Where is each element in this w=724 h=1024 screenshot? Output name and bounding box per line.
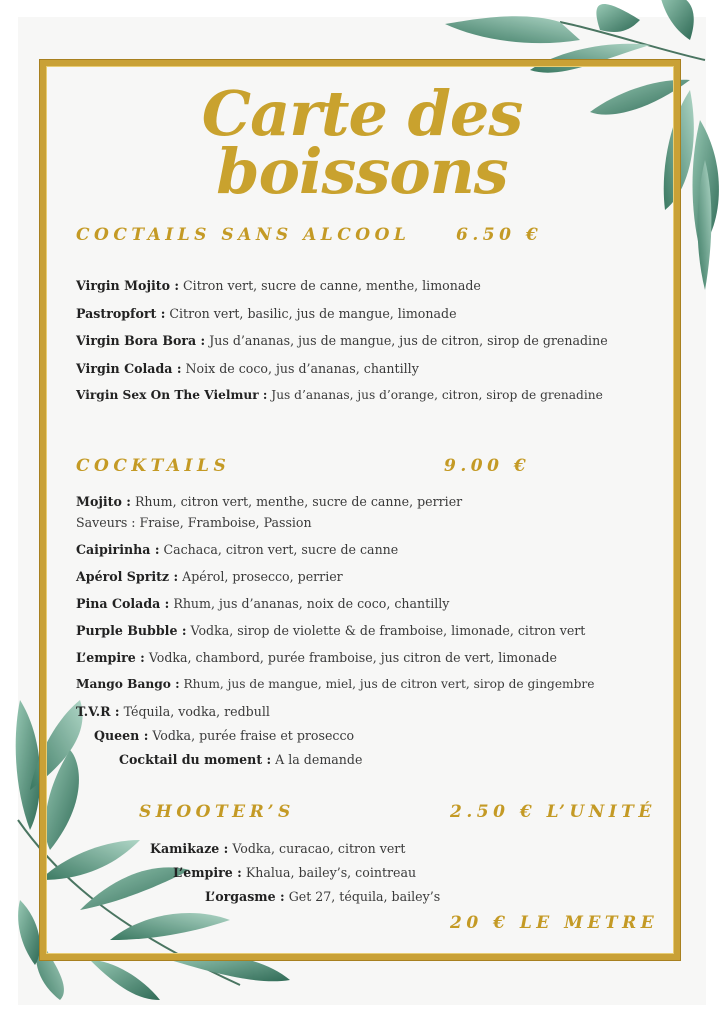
item-name: Mojito : (76, 494, 131, 509)
menu-item (76, 623, 585, 638)
item-desc: Citron vert, basilic, jus de mangue, limonade (165, 306, 457, 321)
item-name: Virgin Bora Bora : (76, 333, 206, 348)
section-price-cocktails: 9.00 € (444, 456, 531, 476)
item-desc: Jus d’ananas, jus de mangue, jus de citron, sirop de grenadine (205, 333, 608, 348)
item-desc: Noix de coco, jus d’ananas, chantilly (181, 361, 419, 376)
section-heading-shooters: SHOOTER’S (139, 802, 295, 822)
title-line-1: Carte des (201, 77, 523, 150)
menu-item (94, 728, 354, 743)
section-price-metre: 20 € LE METRE (450, 913, 659, 933)
item-desc: Citron vert, sucre de canne, menthe, limonade (179, 278, 481, 293)
menu-item (76, 650, 557, 665)
section-price-shooters: 2.50 € L’UNITÉ (450, 802, 656, 822)
item-name: Virgin Colada : (76, 361, 182, 376)
item-name: L’empire : (76, 650, 145, 665)
item-name: Purple Bubble : (76, 623, 187, 638)
item-desc: Vodka, curacao, citron vert (228, 841, 406, 856)
item-name: Cocktail du moment : (119, 752, 272, 767)
item-desc: Cachaca, citron vert, sucre de canne (159, 542, 399, 557)
item-name: Kamikaze : (150, 841, 229, 856)
item-name: L’orgasme : (205, 889, 285, 904)
item-desc: A la demande (271, 752, 363, 767)
menu-item (76, 278, 481, 293)
menu-item (76, 569, 343, 584)
item-desc: Jus d’ananas, jus d’orange, citron, sirop de grenadine (267, 388, 603, 402)
menu-item (76, 494, 462, 509)
menu-item (76, 515, 312, 530)
item-name: L’empire : (173, 865, 242, 880)
item-name: Caipirinha : (76, 542, 160, 557)
menu-item (76, 677, 594, 691)
menu-item (76, 333, 608, 348)
section-heading-sans-alcool: COCTAILS SANS ALCOOL (76, 225, 411, 245)
menu-item (76, 388, 603, 402)
item-name: Pastropfort : (76, 306, 166, 321)
item-name: Mango Bango : (76, 677, 180, 691)
menu-item (76, 542, 398, 557)
menu-item (76, 704, 270, 719)
menu-item (173, 865, 416, 880)
menu-item (76, 596, 449, 611)
item-desc: Vodka, purée fraise et prosecco (148, 728, 355, 743)
item-name: T.V.R : (76, 704, 120, 719)
item-desc: Rhum, citron vert, menthe, sucre de canne, perrier (130, 494, 463, 509)
title-line-2: boissons (216, 135, 508, 208)
item-desc: Khalua, bailey’s, cointreau (241, 865, 417, 880)
item-name: Virgin Sex On The Vielmur : (76, 388, 268, 402)
item-desc: Téquila, vodka, redbull (119, 704, 270, 719)
item-name: Apérol Spritz : (76, 569, 179, 584)
item-desc: Rhum, jus de mangue, miel, jus de citron vert, sirop de gingembre (179, 677, 595, 691)
menu-item (205, 889, 440, 904)
menu-item (119, 752, 362, 767)
item-desc: Vodka, chambord, purée framboise, jus citron de vert, limonade (144, 650, 557, 665)
item-desc: Rhum, jus d’ananas, noix de coco, chantilly (169, 596, 450, 611)
menu-item (76, 306, 457, 321)
item-name: Virgin Mojito : (76, 278, 180, 293)
item-name: Pina Colada : (76, 596, 170, 611)
section-heading-cocktails: COCKTAILS (76, 456, 231, 476)
item-desc: Get 27, téquila, bailey’s (284, 889, 441, 904)
item-desc: Apérol, prosecco, perrier (178, 569, 343, 584)
item-name: Queen : (94, 728, 149, 743)
item-desc: Saveurs : Fraise, Framboise, Passion (76, 515, 312, 530)
item-desc: Vodka, sirop de violette & de framboise, limonade, citron vert (186, 623, 586, 638)
menu-item (150, 841, 405, 856)
menu-item (76, 361, 419, 376)
section-price-sans-alcool: 6.50 € (456, 225, 543, 245)
